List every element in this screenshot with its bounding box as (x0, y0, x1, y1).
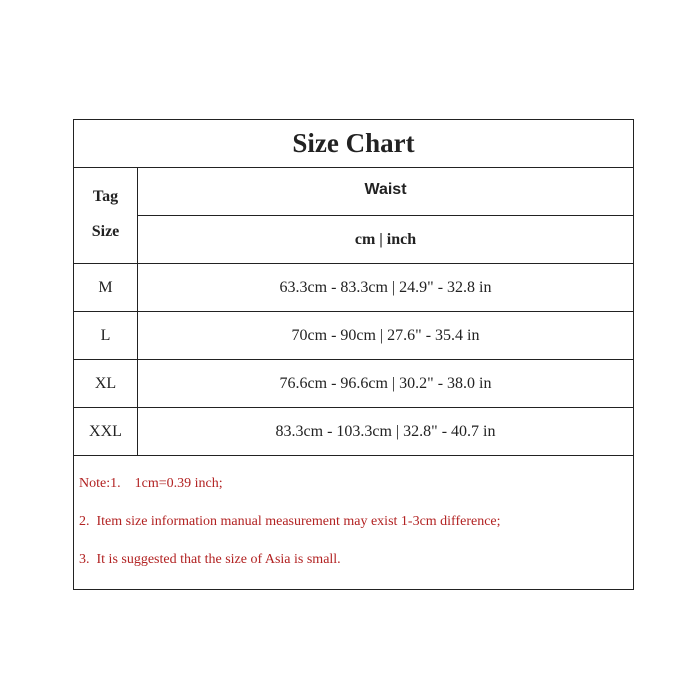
size-chart-table (73, 119, 634, 590)
waist-value-cell: 63.3cm - 83.3cm | 24.9" - 32.8 in (279, 278, 492, 296)
table-row (74, 360, 633, 408)
size-cell: M (74, 264, 138, 311)
tag-header-line1: Tag (92, 188, 119, 205)
note-1: Note:1. 1cm=0.39 inch; (79, 476, 223, 491)
note-3: 3. It is suggested that the size of Asia is small. (79, 552, 341, 567)
size-cell: XL (74, 360, 138, 407)
waist-value-cell: 83.3cm - 103.3cm | 32.8" - 40.7 in (275, 422, 496, 440)
waist-value-cell: 76.6cm - 96.6cm | 30.2" - 38.0 in (279, 374, 492, 392)
size-cell: XXL (74, 408, 138, 455)
tag-header-line2: Size (91, 223, 120, 240)
size-cell: L (74, 312, 138, 359)
unit-header: cm | inch (138, 216, 633, 264)
chart-title: Size Chart (74, 120, 633, 168)
table-row (74, 312, 633, 360)
table-row (74, 408, 633, 456)
notes-section (74, 456, 633, 589)
note-2: 2. Item size information manual measurement may exist 1-3cm difference; (79, 514, 501, 529)
tag-size-header (74, 168, 138, 264)
waist-value-cell: 70cm - 90cm | 27.6" - 35.4 in (291, 326, 480, 344)
table-row (74, 264, 633, 312)
waist-header: Waist (138, 168, 633, 216)
